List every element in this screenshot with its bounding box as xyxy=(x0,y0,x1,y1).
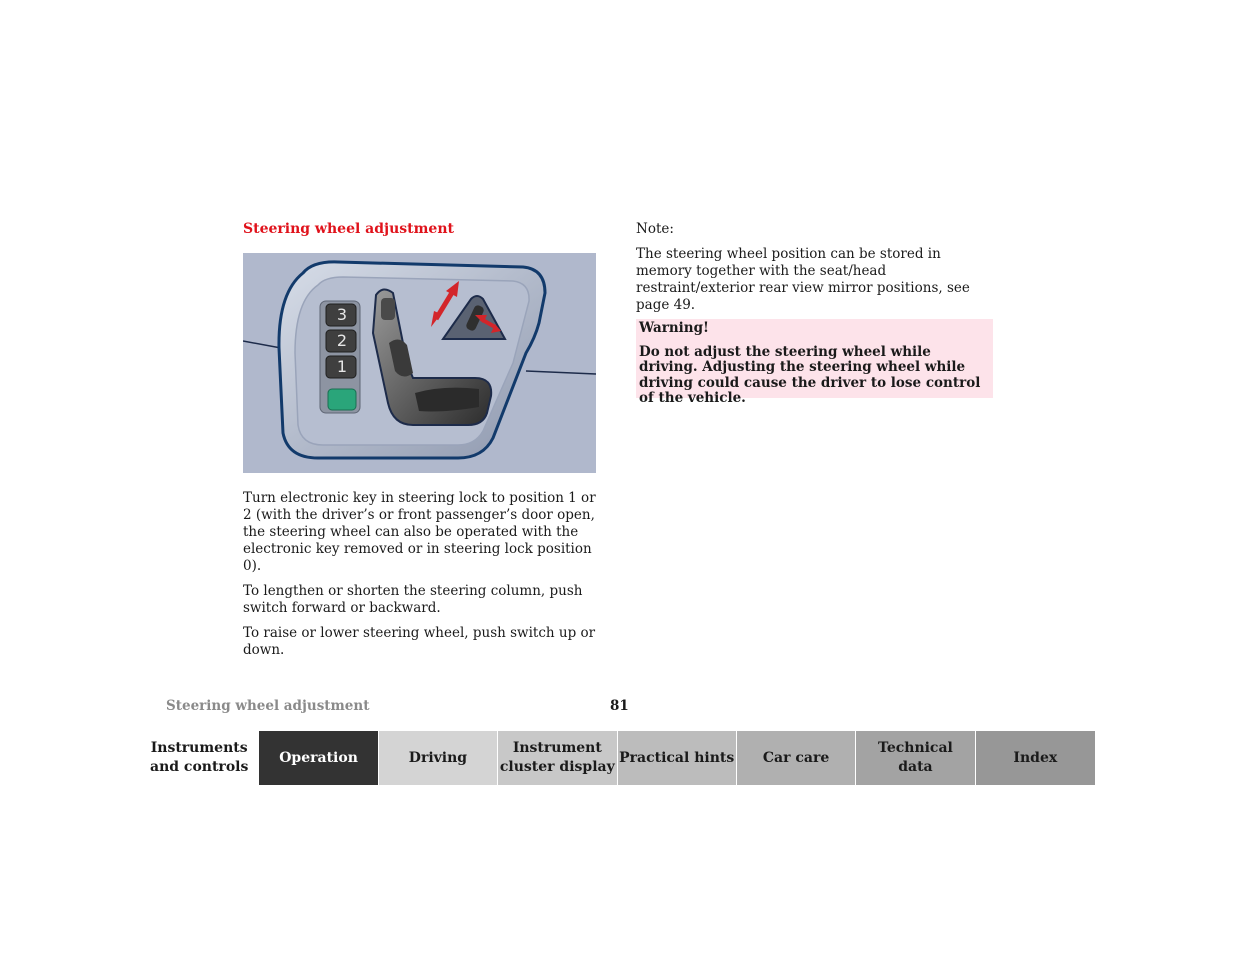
nav-tab-operation[interactable] xyxy=(259,731,378,785)
nav-tab-label: Index xyxy=(1013,749,1058,766)
nav-tab-index[interactable] xyxy=(976,731,1095,785)
section-title: Steering wheel adjustment xyxy=(243,221,454,237)
nav-tab-label: Driving xyxy=(408,749,468,766)
nav-tab-driving[interactable] xyxy=(379,731,498,785)
nav-tab-instruments-and-controls[interactable] xyxy=(140,731,259,785)
paragraph: Turn electronic key in steering lock to position 1 or 2 (with the driver’s or front passenger’s door open, the steering wheel can also be operated with the electronic key removed or in steering lock position 0). xyxy=(243,490,596,574)
svg-text:1: 1 xyxy=(336,357,348,376)
nav-tab-practical-hints[interactable] xyxy=(618,731,737,785)
warning-box xyxy=(636,319,993,406)
instructions xyxy=(243,490,603,667)
note-section xyxy=(636,221,993,322)
note-label: Note: xyxy=(636,221,674,237)
svg-text:3: 3 xyxy=(336,305,348,324)
nav-tab-label: Car care xyxy=(762,749,830,766)
warning-title: Warning! xyxy=(639,320,709,336)
nav-tab-label: Instrument cluster display xyxy=(499,740,615,775)
footer-section-title: Steering wheel adjustment xyxy=(166,698,370,714)
nav-tab-label: Operation xyxy=(279,749,358,766)
paragraph: To lengthen or shorten the steering column, push switch forward or backward. xyxy=(243,583,583,616)
nav-tab-technical-data[interactable] xyxy=(856,731,975,785)
svg-text:2: 2 xyxy=(336,331,348,350)
page-number: 81 xyxy=(610,698,629,714)
nav-tab-label: Technical data xyxy=(878,740,953,775)
nav-tab-label: Practical hints xyxy=(619,749,735,766)
nav-tab-instrument-cluster-display[interactable] xyxy=(498,731,617,785)
seat-control-illustration xyxy=(243,253,596,473)
paragraph: To raise or lower steering wheel, push switch up or down. xyxy=(243,625,596,658)
nav-tab-car-care[interactable] xyxy=(737,731,856,785)
note-text: The steering wheel position can be stored in memory together with the seat/head restraint/exterior rear view mirror positions, see page 49. xyxy=(636,246,970,313)
chapter-navigation xyxy=(140,731,1095,785)
memory-button-panel xyxy=(320,301,360,413)
warning-text: Do not adjust the steering wheel while driving. Adjusting the steering wheel while driving could cause the driver to lose control of the vehicle. xyxy=(639,343,981,406)
nav-tab-label: Instruments and controls xyxy=(150,740,249,775)
